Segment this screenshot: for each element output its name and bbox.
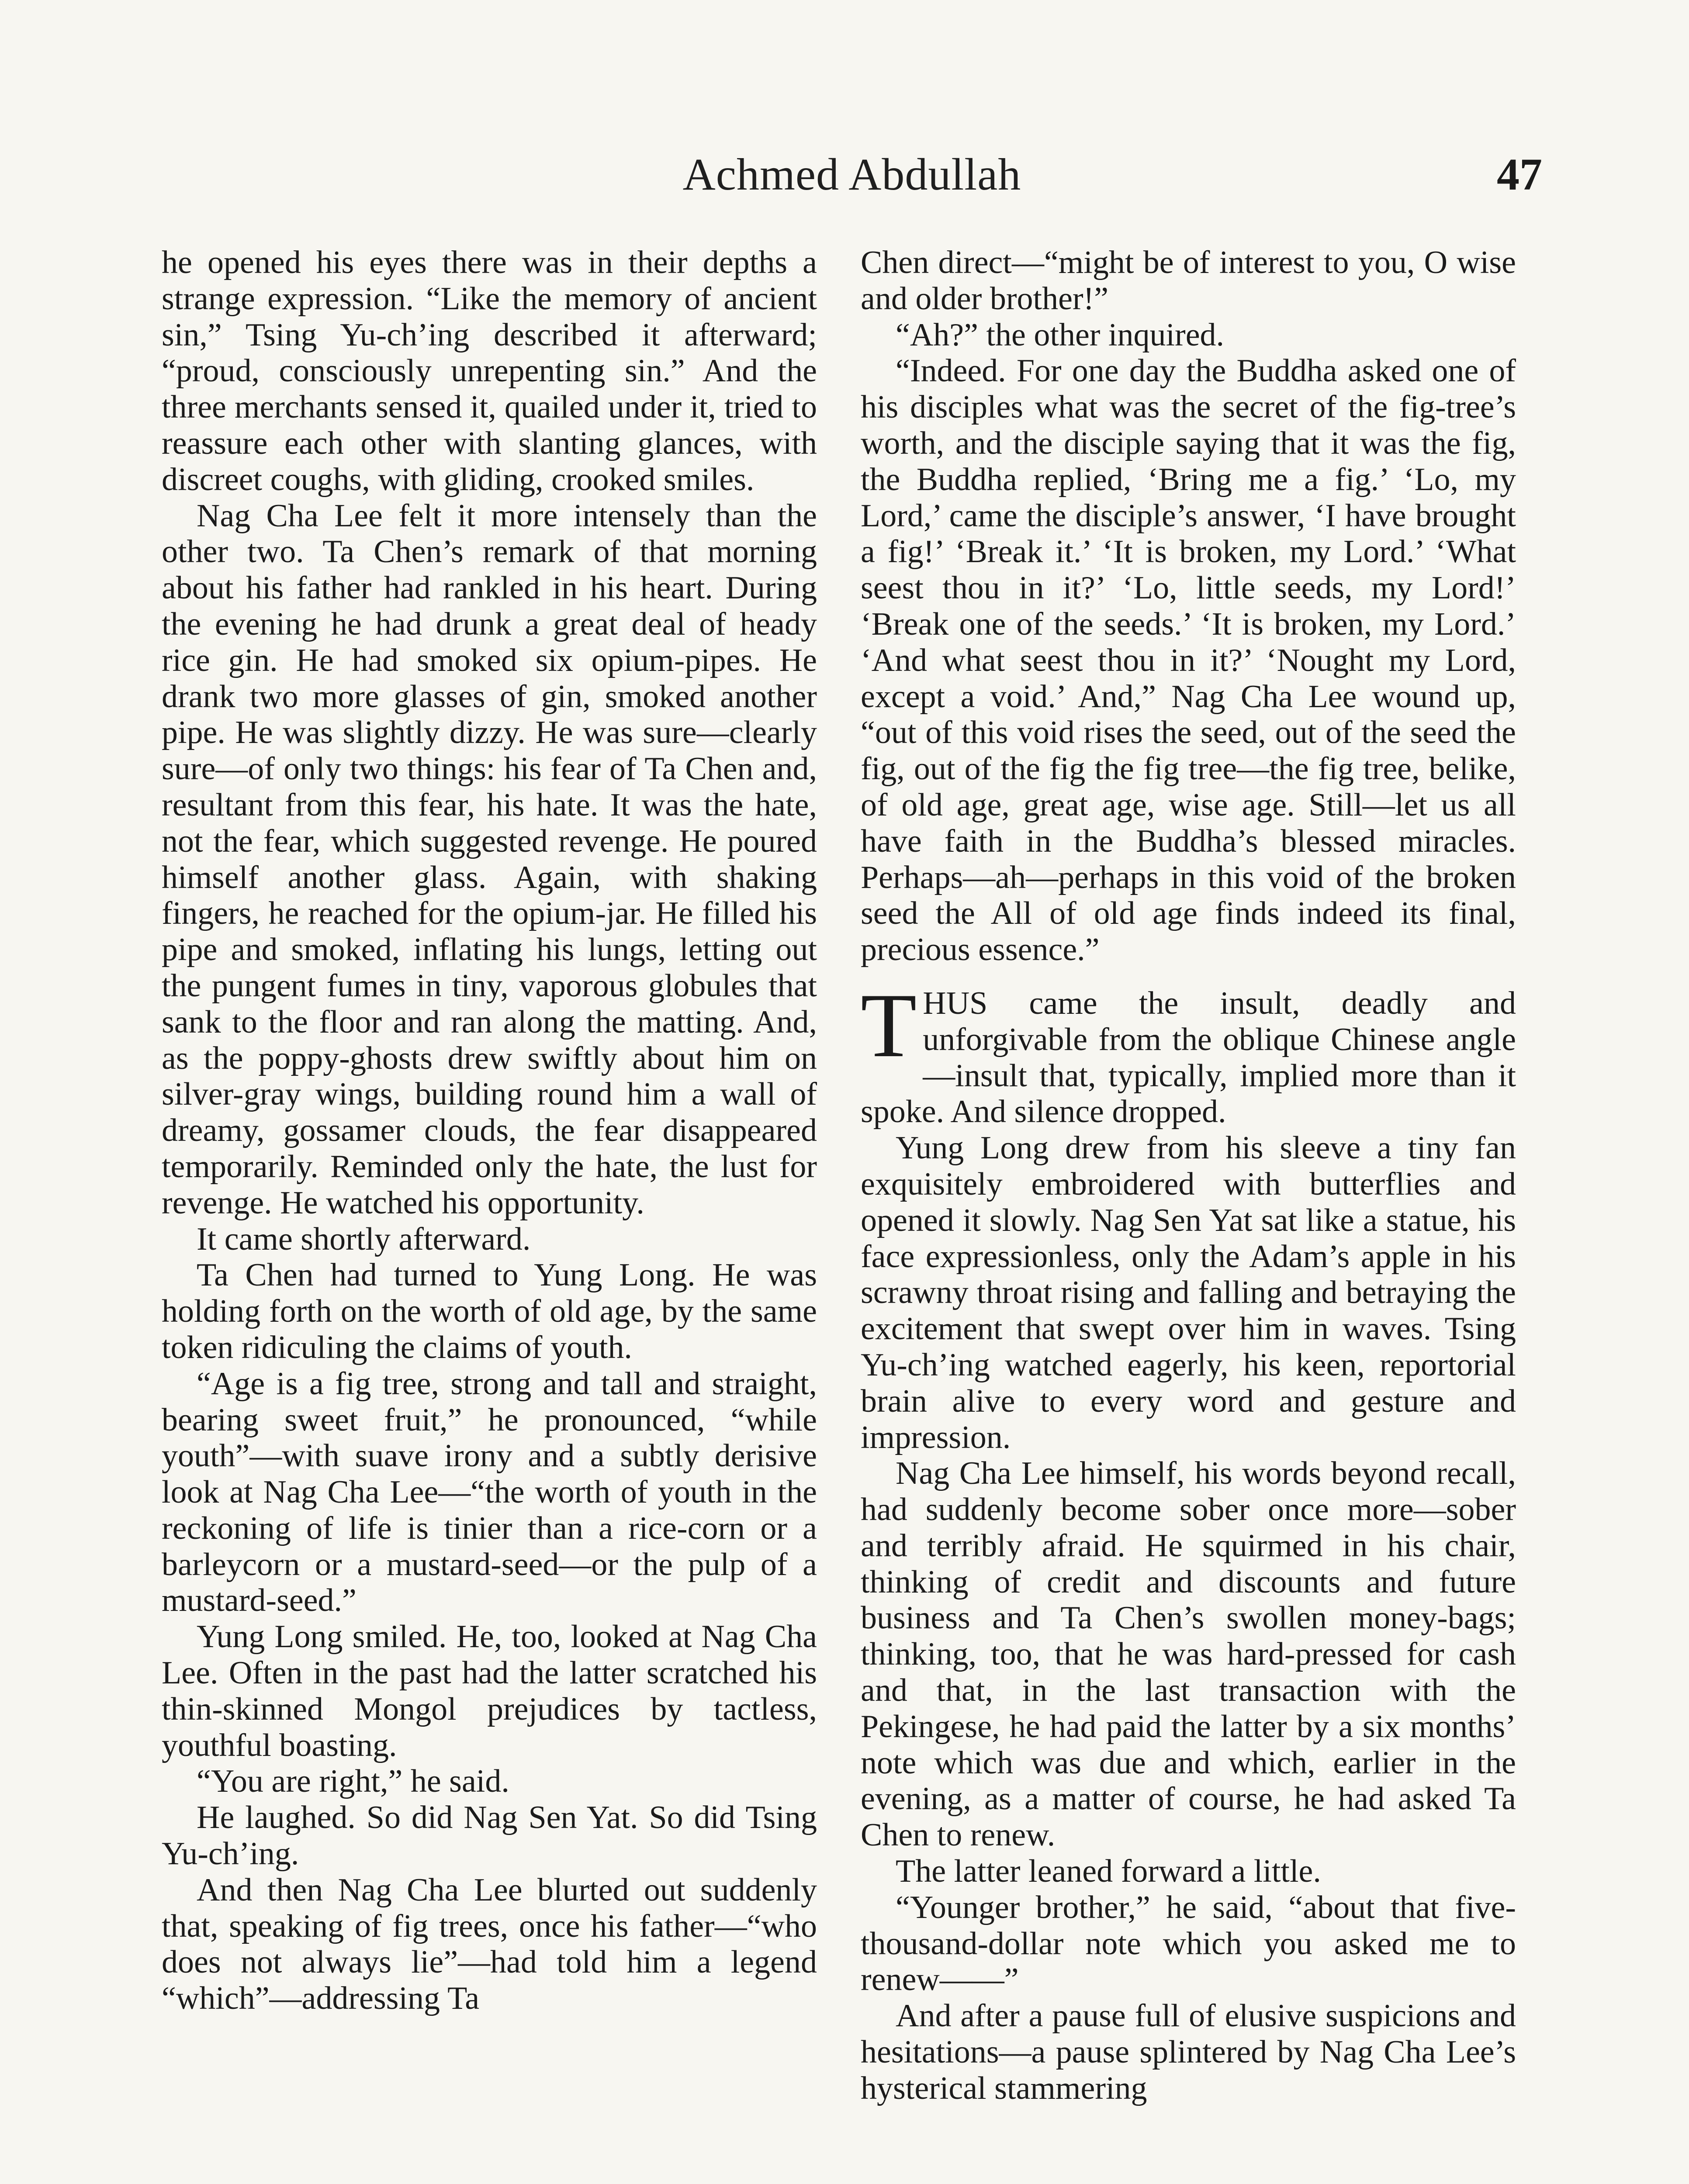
paragraph: “Ah?” the other inquired.	[896, 317, 1225, 353]
drop-cap: T	[861, 975, 917, 1076]
page-number: 47	[1497, 149, 1542, 200]
paragraph: “Indeed. For one day the Buddha asked one of his disciples what was the secret of the fig-tree’s worth, and the disciple saying that it was the fig, the Buddha replied, ‘Bring me a fig.’ ‘Lo, my Lord,’ came the disciple’s answer, ‘I have brought a fig!’ ‘Break it.’ ‘It is broken, my Lord.’ ‘What seest thou in it?’ ‘Lo, little seeds, my Lord!’ ‘Break one of the seeds.’ ‘It is broken, my Lord.’ ‘And what seest thou in it?’ ‘Nought my Lord, except a void.’ And,” Nag Cha Lee wound up, “out of this void rises the seed, out of the seed the fig, out of the fig the fig tree—the fig tree, belike, of old age, great age, wise age. Still—let us all have faith in the Buddha’s blessed miracles. Perhaps—ah—perhaps in this void of the broken seed the All of old age finds indeed its final, precious essence.”	[861, 353, 1516, 968]
paragraph: The latter leaned forward a little.	[896, 1853, 1321, 1890]
paragraph: And after a pause full of elusive suspicions and hesitations—a pause splintered by Nag Cha Lee’s hysterical stammering	[861, 1998, 1516, 2106]
section-break-text: came the insult, deadly and unforgivable from the oblique Chinese angle—insult that, typically, implied more than it spoke. And silence dropped.	[861, 985, 1516, 1130]
small-caps-lead-in: HUS	[923, 985, 988, 1021]
page-header	[162, 131, 1542, 200]
paragraph: he opened his eyes there was in their depths a strange expression. “Like the memory of ancient sin,” Tsing Yu-ch’ing described it afterward; “proud, consciously unrepenting sin.” And the three merchants sensed it, quailed under it, tried to reassure each other with slanting glances, with discreet coughs, with gliding, crooked smiles.	[162, 245, 817, 498]
paragraph: And then Nag Cha Lee blurted out suddenly that, speaking of fig trees, once his father—“who does not always lie”—had told him a legend “which”—addressing Ta	[162, 1872, 817, 2017]
paragraph: Yung Long smiled. He, too, looked at Nag Cha Lee. Often in the past had the latter scratched his thin-skinned Mongol prejudices by tactless, youthful boasting.	[162, 1619, 817, 1763]
left-column	[162, 245, 817, 2017]
paragraph: “Younger brother,” he said, “about that five-thousand-dollar note which you asked me to renew——”	[861, 1889, 1516, 1998]
running-title: Achmed Abdullah	[682, 149, 1021, 200]
paragraph: Chen direct—“might be of interest to you, O wise and older brother!”	[861, 245, 1516, 317]
paragraph: “You are right,” he said.	[197, 1763, 509, 1800]
paragraph: He laughed. So did Nag Sen Yat. So did Tsing Yu-ch’ing.	[162, 1800, 817, 1872]
paragraph: It came shortly afterward.	[197, 1221, 531, 1257]
section-break-paragraph	[861, 975, 1516, 1130]
paragraph: Ta Chen had turned to Yung Long. He was holding forth on the worth of old age, by the same token ridiculing the claims of youth.	[162, 1257, 817, 1365]
paragraph: Nag Cha Lee himself, his words beyond recall, had suddenly become sober once more—sober and terribly afraid. He squirmed in his chair, thinking of credit and discounts and future business and Ta Chen’s swollen money-bags; thinking, too, that he was hard-pressed for cash and that, in the last transaction with the Pekingese, he had paid the latter by a six months’ note which was due and which, earlier in the evening, as a matter of course, he had asked Ta Chen to renew.	[861, 1455, 1516, 1853]
right-column	[861, 245, 1516, 2107]
paragraph: Nag Cha Lee felt it more intensely than the other two. Ta Chen’s remark of that morning about his father had rankled in his heart. During the evening he had drunk a great deal of heady rice gin. He had smoked six opium-pipes. He drank two more glasses of gin, smoked another pipe. He was slightly dizzy. He was sure—clearly sure—of only two things: his fear of Ta Chen and, resultant from this fear, his hate. It was the hate, not the fear, which suggested revenge. He poured himself another glass. Again, with shaking fingers, he reached for the opium-jar. He filled his pipe and smoked, inflating his lungs, letting out the pungent fumes in tiny, vaporous globules that sank to the floor and ran along the matting. And, as the poppy-ghosts drew swiftly about him on silver-gray wings, building round him a wall of dreamy, gossamer clouds, the fear disappeared temporarily. Reminded only the hate, the lust for revenge. He watched his opportunity.	[162, 498, 817, 1221]
paragraph: “Age is a fig tree, strong and tall and straight, bearing sweet fruit,” he pronounced, “while youth”—with suave irony and a subtly derisive look at Nag Cha Lee—“the worth of youth in the reckoning of life is tinier than a rice-corn or a barleycorn or a mustard-seed—or the pulp of a mustard-seed.”	[162, 1365, 817, 1619]
paragraph: Yung Long drew from his sleeve a tiny fan exquisitely embroidered with butterflies and opened it slowly. Nag Sen Yat sat like a statue, his face expressionless, only the Adam’s apple in his scrawny throat rising and falling and betraying the excitement that swept over him in waves. Tsing Yu-ch’ing watched eagerly, his keen, reportorial brain alive to every word and gesture and impression.	[861, 1130, 1516, 1455]
